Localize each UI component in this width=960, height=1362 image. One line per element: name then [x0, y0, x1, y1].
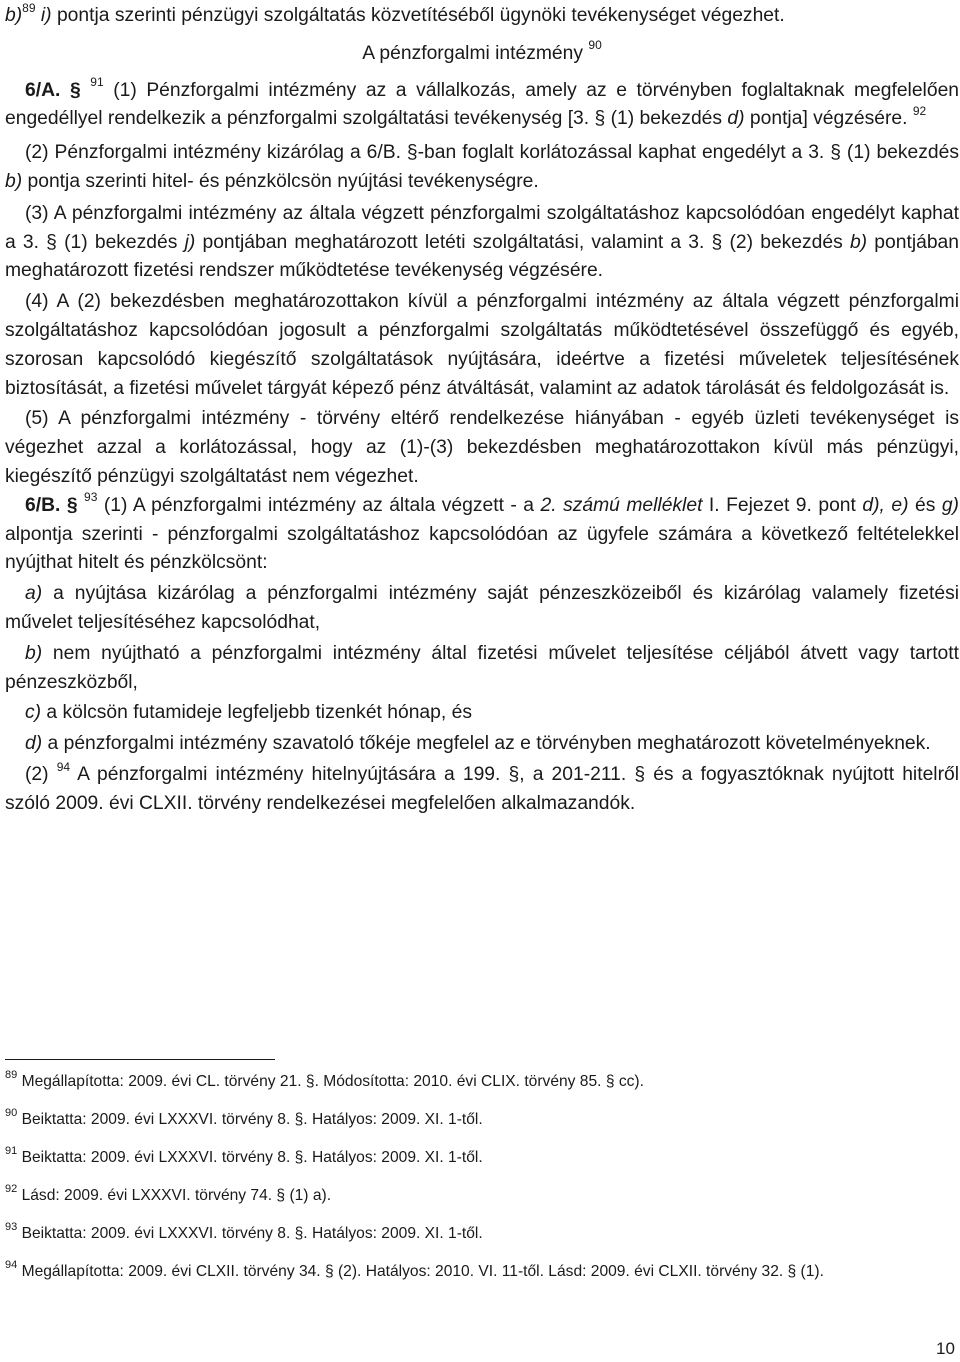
main-text [5, 2, 959, 819]
footnote-ref-93[interactable]: 93 [84, 490, 98, 505]
section-6a-label: 6/A. [25, 79, 61, 101]
list-item-b: b) nem nyújtható a pénzforgalmi intézmény által fizetési művelet teljesítése céljából átvett vagy tartott pénzeszközből, [5, 642, 959, 693]
list-item-c: c) a kölcsön futamideje legfeljebb tizenkét hónap, és [25, 702, 472, 724]
list-item-a: a) a nyújtása kizárólag a pénzforgalmi intézmény saját pénzeszközeiből és kizárólag valamely fizetési művelet teljesítéséhez kapcsolódhat, [5, 583, 959, 633]
footnote-93: $^{93}$ Beiktatta: 2009. évi LXXXVI. törvény 8. §. Hatályos: 2009. XI. 1-től. [5, 1220, 483, 1242]
footnotes [5, 1068, 940, 1282]
section-6a-paragraph-3: (3) A pénzforgalmi intézmény az általa végzett pénzforgalmi szolgáltatáshoz kapcsolódóan engedélyt kaphat a 3. § (1) bekezdés j) pontjában meghatározott letéti szolgáltatási, valamint a 3. § (2) bekezdés b) pontjában meghatározott fizetési rendszer működtetése tevékenység végzésére. [5, 202, 960, 282]
footnote-ref-91[interactable]: 91 [90, 75, 104, 90]
footnote-separator [5, 1059, 275, 1060]
section-6a-paragraph-1: 6/A. § $^{91}$ (1) Pénzforgalmi intézmény az a vállalkozás, amely az e törvényben foglaltaknak megfelelően engedéllyel rendelkezik a pénzforgalmi szolgáltatási tevékenység [3. § (1) bekezdés d) pontja] végzésére. $^{92}$ [5, 75, 960, 130]
footnote-90: $^{90}$ Beiktatta: 2009. évi LXXXVI. törvény 8. §. Hatályos: 2009. XI. 1-től. [5, 1106, 483, 1128]
footnote-ref-94[interactable]: 94 [56, 759, 71, 774]
footnote-92: $^{92}$ Lásd: 2009. évi LXXXVI. törvény 74. § (1) a). [5, 1182, 332, 1204]
footnote-89: $^{89}$ Megállapította: 2009. évi CL. törvény 21. §. Módosította: 2010. évi CLIX. törvény 85. § cc). [5, 1068, 644, 1090]
paragraph-b-ugynoki: b)$^{89}$ i) pontja szerinti pénzügyi szolgáltatás közvetítéséből ügynöki tevékenységet végezhet. [5, 0, 785, 26]
section-6a-paragraph-5: (5) A pénzforgalmi intézmény - törvény eltérő rendelkezése hiányában - egyéb üzleti tevékenységet is végezhet azzal a korlátozással, hogy az (1)-(3) bekezdésben meghatározottakon kívül más pénzügyi, kiegészítő pénzügyi szolgáltatást nem végezhet. [5, 408, 959, 487]
list-item-d: d) a pénzforgalmi intézmény szavatoló tőkéje megfelel az e törvényben meghatározott követelményeknek. [25, 733, 931, 755]
section-6b-label: 6/B. § [25, 494, 78, 516]
section-heading: A pénzforgalmi intézmény $^{90}$ [362, 38, 602, 64]
footnote-94: $^{94}$ Megállapította: 2009. évi CLXII. törvény 34. § (2). Hatályos: 2010. VI. 11-től. Lásd: 2009. évi CLXII. törvény 32. § (1). [5, 1258, 824, 1280]
footnote-ref-90[interactable]: 90 [588, 38, 602, 53]
footnote-91: $^{91}$ Beiktatta: 2009. évi LXXXVI. törvény 8. §. Hatályos: 2009. XI. 1-től. [5, 1144, 483, 1166]
page-number: 10 [936, 1339, 955, 1358]
section-6b-paragraph-1: 6/B. § $^{93}$ (1) A pénzforgalmi intézmény az általa végzett - a 2. számú melléklet I. Fejezet 9. pont d), e) és g) alpontja szerinti - pénzforgalmi szolgáltatáshoz kapcsolódóan az ügyfele számára a következő feltételekkel nyújthat hitelt és pénzkölcsönt: [5, 490, 959, 574]
section-6a-paragraph-4: (4) A (2) bekezdésben meghatározottakon kívül a pénzforgalmi intézmény az általa végzett pénzforgalmi szolgáltatáshoz kapcsolódóan jogosult a pénzforgalmi szolgáltatás működtetésével összefüggő és egyéb, szorosan kapcsolódó kiegészítő szolgáltatások nyújtására, ideértve a fizetési műveletek teljesítésének biztosítását, a fizetési művelet tárgyát képező pénz átváltását, valamint az adatok tárolását és feldolgozását is. [5, 291, 959, 399]
footnote-ref-92[interactable]: 92 [912, 103, 927, 118]
section-6b-paragraph-2: (2) $^{94}$ A pénzforgalmi intézmény hitelnyújtására a 199. §, a 201-211. § és a fogyasztóknak nyújtott hitelről szóló 2009. évi CLXII. törvény rendelkezései megfelelően alkalmazandók. [5, 759, 959, 814]
section-6a-paragraph-2: (2) Pénzforgalmi intézmény kizárólag a 6/B. §-ban foglalt korlátozással kaphat engedélyt a 3. § (1) bekezdés b) pontja szerinti hitel- és pénzkölcsön nyújtási tevékenységre. [5, 142, 959, 192]
footnote-ref-89[interactable]: 89 [22, 0, 36, 15]
